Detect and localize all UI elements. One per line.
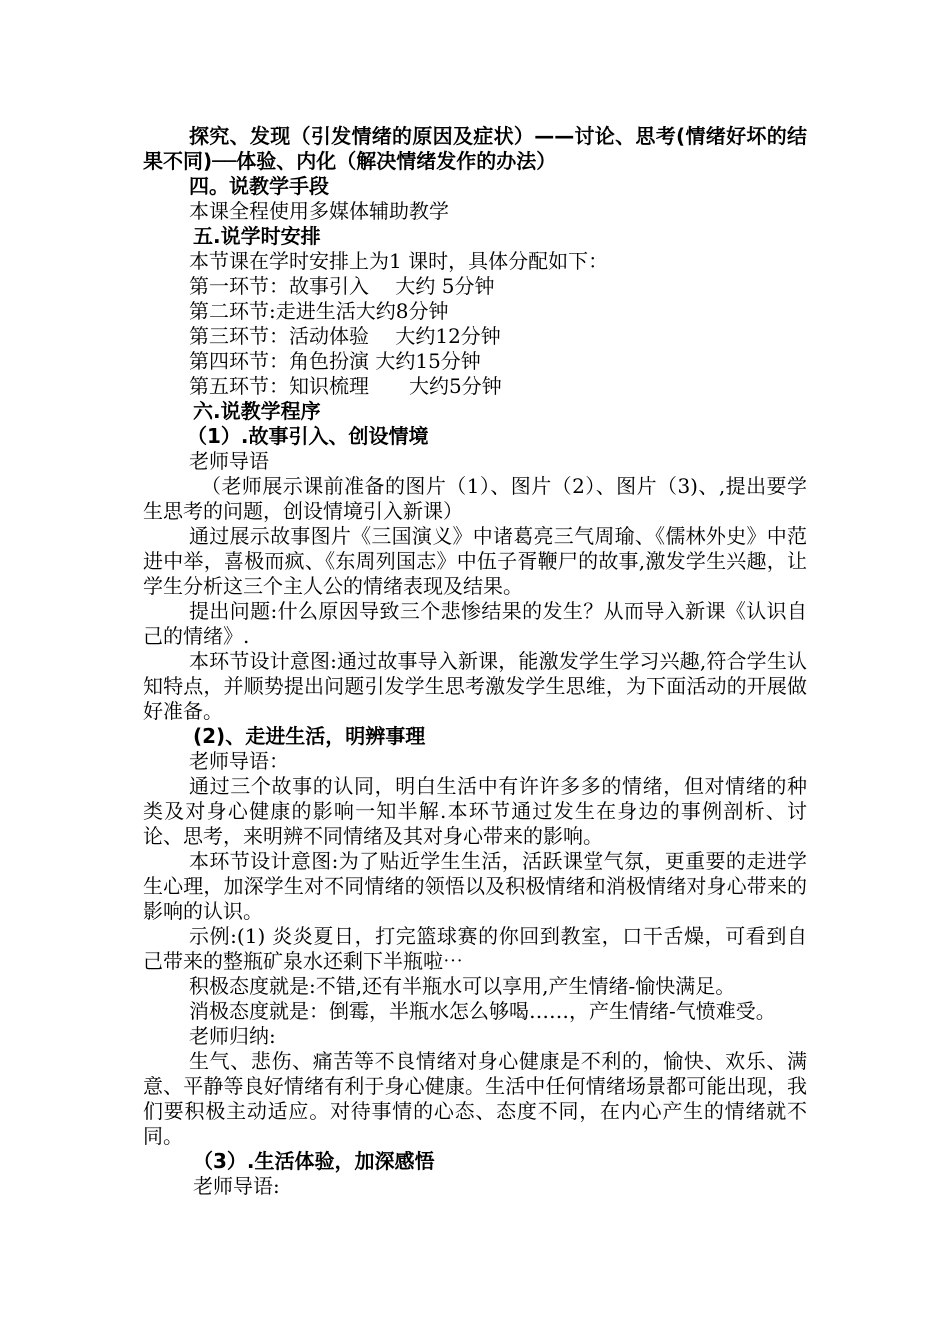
- step-2-heading: (2)、走进生活，明辨事理: [193, 724, 426, 748]
- positive-attitude-line: 积极态度就是:不错,还有半瓶水可以享用,产生情绪-愉快满足。: [189, 974, 736, 998]
- step-1-design-intent: 本环节设计意图:通过故事导入新课，能激发学生学习兴趣,符合学生认知特点，并顺势提出问题引发学生思考激发学生思维，为下面活动的开展做好准备。: [143, 649, 807, 723]
- teacher-intro-label-2: 老师导语：: [189, 749, 289, 773]
- teacher-intro-label-3: 老师导语:: [193, 1174, 280, 1198]
- step-1-stories-paragraph: 通过展示故事图片《三国演义》中诸葛亮三气周瑜、《儒林外史》中范进中举，喜极而疯、《东周列国志》中伍子胥鞭尸的故事,激发学生兴趣，让学生分析这三个主人公的情绪表现及结果。: [143, 524, 807, 598]
- step-1-heading: （1）.故事引入、创设情境: [187, 424, 429, 448]
- teacher-summary-paragraph: 生气、悲伤、痛苦等不良情绪对身心健康是不利的，愉快、欢乐、满意、平静等良好情绪有利于身心健康。生活中任何情绪场景都可能出现，我们要积极主动适应。对待事情的心态、态度不同，在内心产生的情绪就不同。: [143, 1049, 807, 1148]
- section-5-heading: 五.说学时安排: [193, 224, 321, 248]
- schedule-item-2: 第二环节:走进生活大约8分钟: [189, 299, 449, 323]
- section-4-heading: 四。说教学手段: [189, 174, 329, 198]
- step-2-design-intent: 本环节设计意图:为了贴近学生生活，活跃课堂气氛，更重要的走进学生心理，加深学生对不同情绪的领悟以及积极情绪和消极情绪对身心带来的影响的认识。: [143, 849, 807, 923]
- schedule-intro: 本节课在学时安排上为1 课时，具体分配如下：: [189, 249, 609, 273]
- step-2-intro-paragraph: 通过三个故事的认同，明白生活中有许许多多的情绪，但对情绪的种类及对身心健康的影响一知半解.本环节通过发生在身边的事例剖析、讨论、思考，来明辨不同情绪及其对身心带来的影响。: [143, 774, 807, 848]
- schedule-item-5: 第五环节：知识梳理 大约5分钟: [189, 374, 502, 398]
- step-1-pictures-paragraph: （老师展示课前准备的图片（1）、图片（2）、图片（3)、,提出要学生思考的问题，创设情境引入新课）: [143, 474, 807, 523]
- negative-attitude-line: 消极态度就是：倒霉，半瓶水怎么够喝……，产生情绪-气愤难受。: [189, 999, 776, 1023]
- section-6-heading: 六.说教学程序: [193, 399, 321, 423]
- step-3-heading: （3）.生活体验，加深感悟: [193, 1149, 435, 1173]
- method-flow-paragraph: 探究、发现（引发情绪的原因及症状）——讨论、思考(情绪好坏的结果不同)──体验、内化（解决情绪发作的办法）: [143, 124, 807, 173]
- example-paragraph: 示例:(1) 炎炎夏日，打完篮球赛的你回到教室，口干舌燥，可看到自己带来的整瓶矿泉水还剩下半瓶啦⋯: [143, 924, 807, 973]
- schedule-item-3: 第三环节：活动体验 大约12分钟: [189, 324, 501, 348]
- teacher-intro-label: 老师导语: [189, 449, 269, 473]
- schedule-item-1: 第一环节：故事引入 大约 5分钟: [189, 274, 495, 298]
- document-body: [143, 124, 807, 1199]
- teaching-means-text: 本课全程使用多媒体辅助教学: [189, 199, 449, 223]
- schedule-item-4: 第四环节：角色扮演 大约15分钟: [189, 349, 481, 373]
- step-1-question-paragraph: 提出问题:什么原因导致三个悲惨结果的发生？从而导入新课《认识自己的情绪》.: [143, 599, 807, 648]
- teacher-summary-label: 老师归纳:: [189, 1024, 276, 1048]
